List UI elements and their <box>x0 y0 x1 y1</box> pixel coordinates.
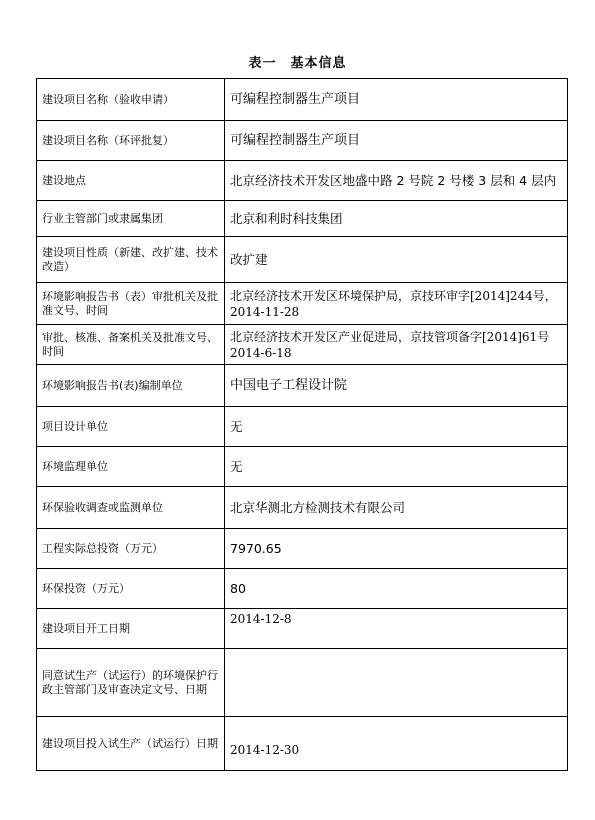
row-label: 行业主管部门或隶属集团 <box>37 201 225 237</box>
row-label: 建设项目开工日期 <box>37 609 225 649</box>
table-row <box>37 283 568 325</box>
page-title: 表一 基本信息 <box>248 56 347 71</box>
table-row <box>37 569 568 609</box>
row-value: 改扩建 <box>225 237 568 283</box>
table-row <box>37 487 568 529</box>
row-label: 环保验收调查或监测单位 <box>37 487 225 529</box>
table-row <box>37 161 568 201</box>
table-row <box>37 717 568 771</box>
table-row <box>37 447 568 487</box>
row-value: 北京经济技术开发区环境保护局，京技环审字[2014]244号，2014-11-28 <box>225 283 568 325</box>
row-value: 北京华测北方检测技术有限公司 <box>225 487 568 529</box>
row-label: 项目设计单位 <box>37 407 225 447</box>
table-row <box>37 121 568 161</box>
row-value <box>225 649 568 717</box>
table-row <box>37 649 568 717</box>
table-row <box>37 609 568 649</box>
row-value: 无 <box>225 447 568 487</box>
row-label: 工程实际总投资（万元） <box>37 529 225 569</box>
row-value: 7970.65 <box>225 529 568 569</box>
row-label: 环境影响报告书（表）审批机关及批准文号、时间 <box>37 283 225 325</box>
row-label: 建设项目名称（验收申请） <box>37 79 225 121</box>
row-value: 北京经济技术开发区产业促进局，京技管项备字[2014]61号 2014-6-18 <box>225 325 568 365</box>
row-label: 建设项目性质（新建、改扩建、技术改造） <box>37 237 225 283</box>
row-value: 2014-12-30 <box>225 717 568 771</box>
row-value: 80 <box>225 569 568 609</box>
row-label: 审批、核准、备案机关及批准文号、时间 <box>37 325 225 365</box>
row-value: 北京经济技术开发区地盛中路 2 号院 2 号楼 3 层和 4 层内 <box>225 161 568 201</box>
row-value: 中国电子工程设计院 <box>225 365 568 407</box>
row-label: 环境监理单位 <box>37 447 225 487</box>
row-value: 2014-12-8 <box>225 609 568 649</box>
row-value: 可编程控制器生产项目 <box>225 79 568 121</box>
row-label: 同意试生产（试运行）的环境保护行政主管部门及审查决定文号、日期 <box>37 649 225 717</box>
table-row <box>37 201 568 237</box>
row-label: 建设项目投入试生产（试运行）日期 <box>37 717 225 771</box>
table-row <box>37 407 568 447</box>
table-row <box>37 79 568 121</box>
row-label: 环境影响报告书(表)编制单位 <box>37 365 225 407</box>
table-row <box>37 237 568 283</box>
row-label: 环保投资（万元） <box>37 569 225 609</box>
row-label: 建设地点 <box>37 161 225 201</box>
row-value: 可编程控制器生产项目 <box>225 121 568 161</box>
row-value: 北京和利时科技集团 <box>225 201 568 237</box>
table-row <box>37 365 568 407</box>
table-row <box>37 325 568 365</box>
basic-info-table <box>36 78 568 771</box>
row-value: 无 <box>225 407 568 447</box>
table-row <box>37 529 568 569</box>
row-label: 建设项目名称（环评批复） <box>37 121 225 161</box>
